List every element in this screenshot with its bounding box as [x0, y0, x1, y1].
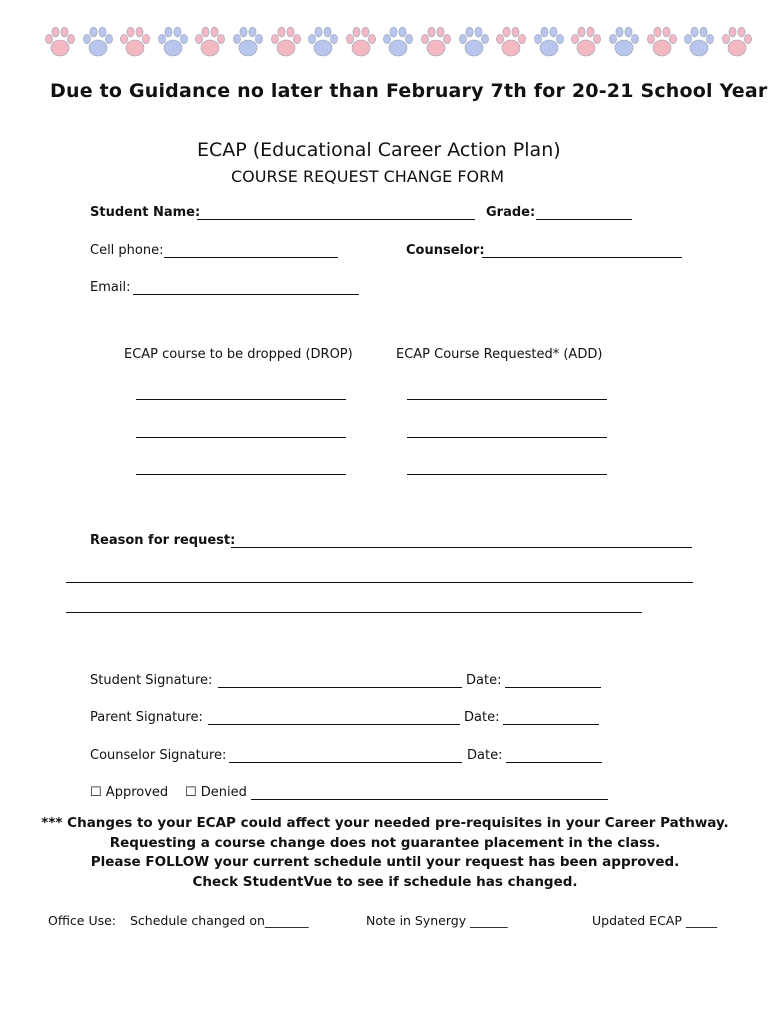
paw-print-icon	[456, 24, 492, 60]
paw-print-icon	[42, 24, 78, 60]
grade-field[interactable]	[536, 219, 632, 220]
schedule-changed-field: Schedule changed on_______	[130, 913, 309, 928]
cell-phone-field[interactable]	[164, 257, 338, 258]
paw-print-icon	[493, 24, 529, 60]
note-line-1: *** Changes to your ECAP could affect your needed pre-requisites in your Career Pathway.	[41, 815, 729, 831]
denied-label: Denied	[200, 785, 247, 800]
paw-print-icon	[418, 24, 454, 60]
add-column-header: ECAP Course Requested* (ADD)	[396, 347, 603, 362]
denied-checkbox[interactable]: ☐	[185, 785, 197, 800]
student-date-field[interactable]	[505, 687, 601, 688]
approved-option[interactable]	[90, 785, 168, 800]
cell-phone-label: Cell phone:	[90, 243, 164, 258]
counselor-signature-label: Counselor Signature:	[90, 748, 227, 763]
reason-label: Reason for request:	[90, 533, 236, 548]
add-course-field-3[interactable]	[407, 474, 607, 475]
paw-print-icon	[644, 24, 680, 60]
counselor-signature-field[interactable]	[229, 762, 462, 763]
deadline-heading: Due to Guidance no later than February 7th for 20-21 School Year	[50, 80, 768, 102]
student-date-label: Date:	[466, 673, 502, 688]
add-course-field-1[interactable]	[407, 399, 607, 400]
form-title: ECAP (Educational Career Action Plan)	[197, 139, 561, 161]
updated-ecap-field: Updated ECAP _____	[592, 913, 718, 928]
reason-field-3[interactable]	[66, 612, 642, 613]
office-use-label: Office Use:	[48, 913, 117, 928]
counselor-date-field[interactable]	[506, 762, 602, 763]
email-field[interactable]	[133, 294, 359, 295]
note-line-4: Check StudentVue to see if schedule has changed.	[192, 874, 578, 890]
add-course-field-2[interactable]	[407, 437, 607, 438]
student-signature-label: Student Signature:	[90, 673, 213, 688]
drop-course-field-1[interactable]	[136, 399, 346, 400]
synergy-note-field: Note in Synergy ______	[366, 913, 508, 928]
paw-print-icon	[343, 24, 379, 60]
drop-course-field-3[interactable]	[136, 474, 346, 475]
paw-print-icon	[230, 24, 266, 60]
paw-print-icon	[681, 24, 717, 60]
parent-date-field[interactable]	[503, 724, 599, 725]
drop-course-field-2[interactable]	[136, 437, 346, 438]
paw-print-icon	[568, 24, 604, 60]
student-signature-field[interactable]	[218, 687, 462, 688]
counselor-date-label: Date:	[467, 748, 503, 763]
parent-date-label: Date:	[464, 710, 500, 725]
form-subtitle: COURSE REQUEST CHANGE FORM	[231, 167, 505, 186]
counselor-label: Counselor:	[406, 243, 485, 258]
paw-print-icon	[80, 24, 116, 60]
grade-label: Grade:	[486, 205, 536, 220]
parent-signature-field[interactable]	[208, 724, 460, 725]
counselor-field[interactable]	[482, 257, 682, 258]
approved-label: Approved	[105, 785, 169, 800]
drop-column-header: ECAP course to be dropped (DROP)	[124, 347, 353, 362]
reason-field-2[interactable]	[66, 582, 693, 583]
paw-print-icon	[268, 24, 304, 60]
paw-print-icon	[117, 24, 153, 60]
paw-print-icon	[380, 24, 416, 60]
paw-print-border	[42, 24, 732, 64]
denied-reason-field[interactable]	[251, 799, 608, 800]
paw-print-icon	[719, 24, 755, 60]
student-name-field[interactable]	[197, 219, 475, 220]
reason-field-1[interactable]	[231, 547, 692, 548]
paw-print-icon	[305, 24, 341, 60]
parent-signature-label: Parent Signature:	[90, 710, 203, 725]
denied-option[interactable]	[185, 785, 247, 800]
student-name-label: Student Name:	[90, 205, 201, 220]
note-line-3: Please FOLLOW your current schedule until your request has been approved.	[90, 854, 680, 870]
paw-print-icon	[155, 24, 191, 60]
paw-print-icon	[531, 24, 567, 60]
approved-checkbox[interactable]: ☐	[90, 785, 102, 800]
email-label: Email:	[90, 280, 131, 295]
note-line-2: Requesting a course change does not guarantee placement in the class.	[109, 835, 661, 851]
paw-print-icon	[192, 24, 228, 60]
paw-print-icon	[606, 24, 642, 60]
